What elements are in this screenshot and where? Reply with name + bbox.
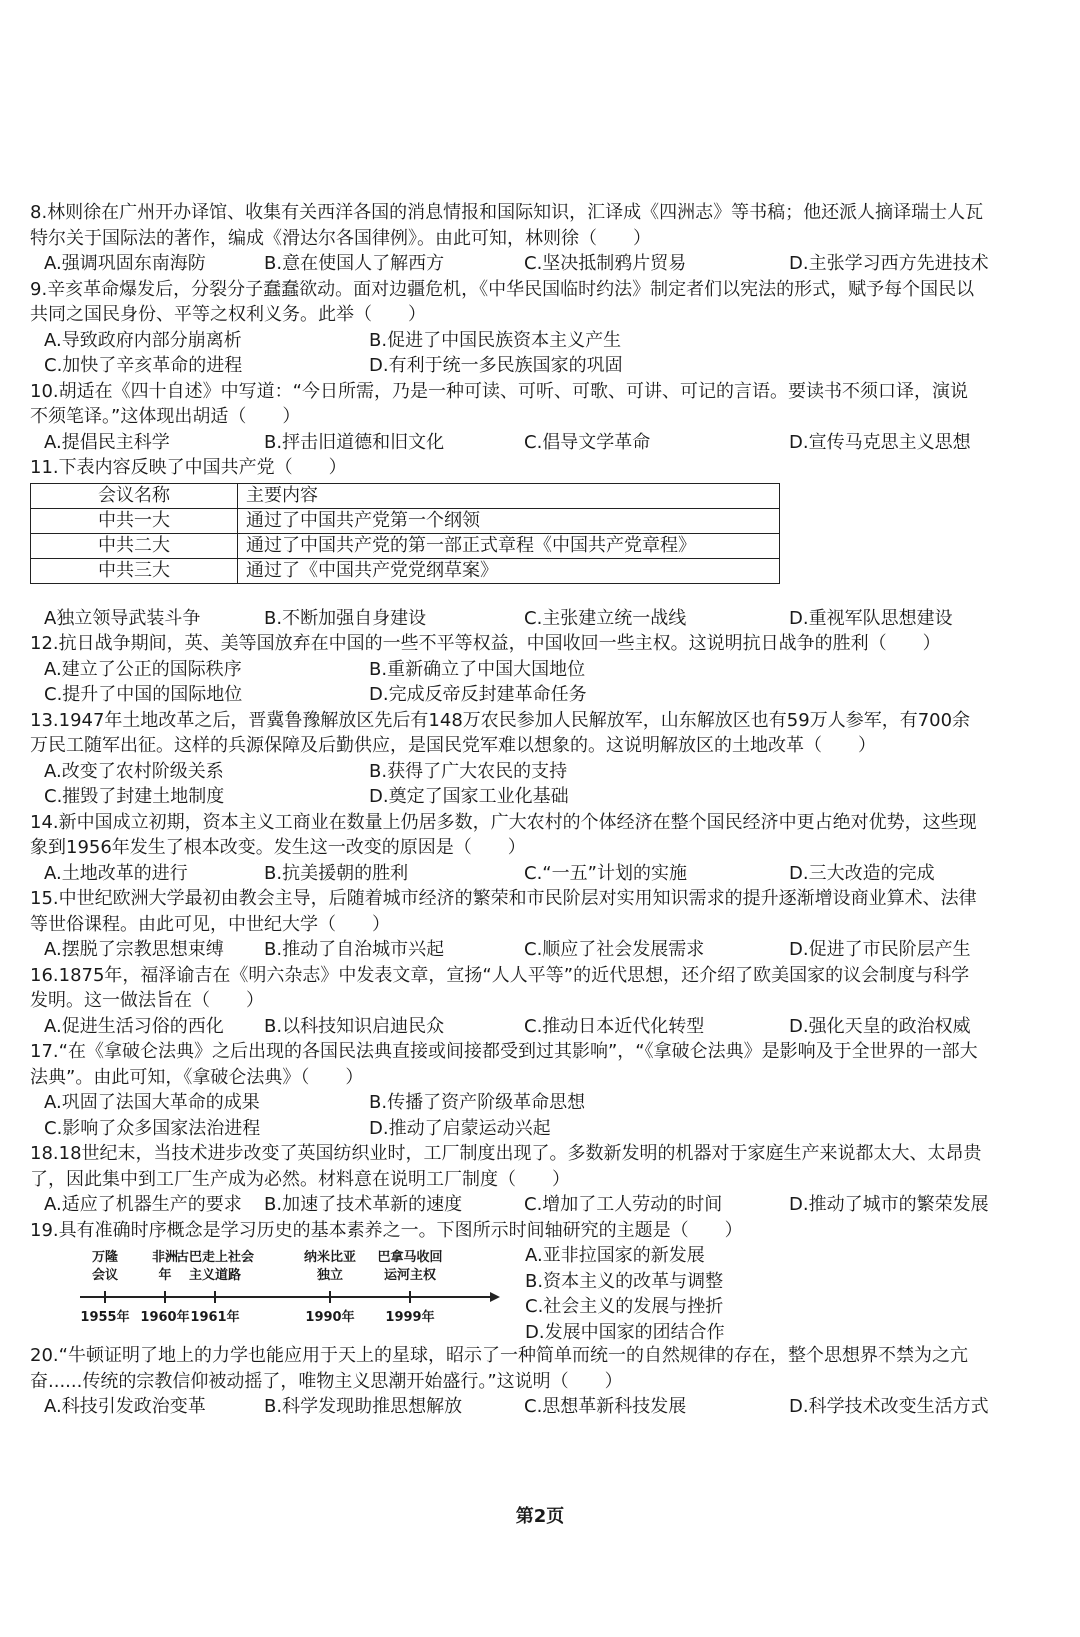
option-c: C.增加了工人劳动的时间 [524, 1194, 723, 1215]
option-a: A.强调巩固东南海防 [44, 253, 206, 274]
option-b: B.获得了广大农民的支持 [369, 760, 568, 782]
question-13-options [30, 759, 985, 810]
table-row [31, 533, 780, 558]
option-c: C.倡导文学革命 [524, 431, 651, 453]
spacer [30, 584, 985, 606]
table-cell: 通过了《中国共产党党纲草案》 [238, 558, 780, 583]
option-a: A.土地改革的进行 [44, 862, 188, 884]
option-c: C.提升了中国的国际地位 [44, 684, 243, 705]
timeline-event-label: 年 [158, 1268, 172, 1283]
question-17: 17.“在《拿破仑法典》之后出现的各国民法典直接或间接都受到过其影响”，“《拿破仑法典》是影响及于全世界的一部大法典”。由此可知，《拿破仑法典》（ ） [30, 1041, 978, 1088]
option-b: B.促进了中国民族资本主义产生 [369, 329, 622, 351]
option-d: D.三大改造的完成 [789, 862, 935, 884]
question-11: 11.下表内容反映了中国共产党（ ） [30, 457, 347, 478]
option-d: D.宣传马克思主义思想 [789, 431, 971, 453]
option-b: B.加速了技术革新的速度 [264, 1194, 463, 1215]
question-list [30, 200, 989, 1420]
option-c: C.推动日本近代化转型 [524, 1015, 705, 1037]
meeting-table [30, 483, 780, 584]
question-18-options [30, 1192, 989, 1218]
option-a: A.提倡民主科学 [44, 431, 170, 453]
question-8-options [30, 251, 989, 277]
option-b: B.重新确立了中国大国地位 [369, 658, 586, 680]
option-c: C.影响了众多国家法治进程 [44, 1117, 261, 1139]
table-header-row [31, 483, 780, 508]
timeline-year-label: 1999年 [385, 1310, 435, 1325]
option-b: B.抗美援朝的胜利 [264, 862, 409, 884]
timeline-year-label: 1960年 [140, 1310, 190, 1325]
timeline-event-label: 古巴走上社会 [175, 1250, 255, 1265]
option-a: A.亚非拉国家的新发展 [525, 1245, 705, 1266]
option-a: A.适应了机器生产的要求 [44, 1194, 242, 1215]
option-d: D.科学技术改变生活方式 [789, 1396, 989, 1417]
option-c: C.社会主义的发展与挫折 [525, 1296, 724, 1317]
question-17-options [30, 1090, 985, 1141]
timeline-year-label: 1955年 [80, 1310, 130, 1325]
question-15-options [30, 937, 985, 963]
question-11-options [30, 606, 985, 632]
option-c: C.摧毁了封建土地制度 [44, 786, 225, 807]
option-a: A.促进生活习俗的西化 [44, 1015, 224, 1037]
option-d: D.推动了启蒙运动兴起 [369, 1117, 551, 1139]
option-d: D.促进了市民阶层产生 [789, 939, 971, 960]
table-cell: 通过了中国共产党的第一部正式章程《中国共产党章程》 [238, 533, 780, 558]
question-19-options [525, 1243, 725, 1345]
table-cell: 通过了中国共产党第一个纲领 [238, 508, 780, 533]
option-a: A.改变了农村阶级关系 [44, 760, 224, 782]
question-19: 19.具有准确时序概念是学习历史的基本素养之一。下图所示时间轴研究的主题是（ ） [30, 1219, 743, 1241]
question-16: 16.1875年，福泽谕吉在《明六杂志》中发表文章，宣扬“人人平等”的近代思想，还介绍了欧美国家的议会制度与科学发明。这一做法旨在（ ） [30, 964, 970, 1011]
option-d: D.主张学习西方先进技术 [789, 253, 989, 274]
question-14-options [30, 861, 985, 887]
table-cell: 中共一大 [31, 508, 238, 533]
timeline-event-label: 巴拿马收回 [377, 1250, 443, 1265]
option-b: B.抨击旧道德和旧文化 [264, 431, 445, 453]
option-c: C.加快了辛亥革命的进程 [44, 355, 243, 376]
table-row [31, 508, 780, 533]
option-a: A.导致政府内部分崩离析 [44, 329, 242, 351]
timeline-figure [80, 1249, 500, 1339]
question-20: 20.“牛顿证明了地上的力学也能应用于天上的星球，昭示了一种简单而统一的自然规律的存在，整个思想界不禁为之亢奋......传统的宗教信仰被动摇了，唯物主义思潮开始盛行。”这说明（ ） [30, 1345, 968, 1392]
option-d: D.完成反帝反封建革命任务 [369, 684, 587, 705]
question-18: 18.18世纪末，当技术进步改变了英国纺织业时，工厂制度出现了。多数新发明的机器对于家庭生产来说都太大、太昂贵了，因此集中到工厂生产成为必然。材料意在说明工厂制度（ ） [30, 1143, 982, 1190]
option-b: B.资本主义的改革与调整 [525, 1270, 724, 1292]
timeline-event-label: 万隆 [91, 1250, 119, 1265]
timeline-year-label: 1990年 [305, 1310, 355, 1325]
table-cell: 中共三大 [31, 558, 238, 583]
timeline-event-label: 纳米比亚 [303, 1250, 357, 1265]
page-number: 第2页 [515, 1506, 565, 1527]
table-header: 会议名称 [31, 483, 238, 508]
option-c: C.思想革新科技发展 [524, 1396, 687, 1417]
table-header: 主要内容 [238, 483, 780, 508]
timeline-events [80, 1249, 442, 1325]
timeline-year-label: 1961年 [190, 1310, 240, 1325]
option-d: D.有利于统一多民族国家的巩固 [369, 355, 623, 376]
question-8: 8.林则徐在广州开办译馆、收集有关西洋各国的消息情报和国际知识，汇译成《四洲志》等书稿；他还派人摘译瑞士人瓦特尔关于国际法的著作，编成《滑达尔各国律例》。由此可知，林则徐（ ） [30, 202, 984, 249]
option-d: D.奠定了国家工业化基础 [369, 786, 569, 807]
timeline-event-label: 主义道路 [188, 1268, 242, 1283]
option-b: B.意在使国人了解西方 [264, 253, 445, 274]
question-10: 10.胡适在《四十自述》中写道：“今日所需，乃是一种可读、可听、可歌、可讲、可记的言语。要读书不须口译，演说不须笔译。”这体现出胡适（ ） [30, 380, 968, 427]
option-a: A.建立了公正的国际秩序 [44, 658, 242, 680]
option-c: C.顺应了社会发展需求 [524, 939, 705, 960]
option-b: B.不断加强自身建设 [264, 607, 427, 629]
question-12-options [30, 657, 985, 708]
option-d: D.重视军队思想建设 [789, 607, 953, 629]
question-12: 12.抗日战争期间，英、美等国放弃在中国的一些不平等权益，中国收回一些主权。这说明抗日战争的胜利（ ） [30, 633, 941, 654]
option-a: A.巩固了法国大革命的成果 [44, 1092, 260, 1113]
timeline-event-label: 非洲 [151, 1250, 179, 1265]
question-14: 14.新中国成立初期，资本主义工商业在数量上仍居多数，广大农村的个体经济在整个国民经济中更占绝对优势，这些现象到1956年发生了根本改变。发生这一改变的原因是（ ） [30, 811, 977, 858]
option-b: B.科学发现助推思想解放 [264, 1396, 463, 1417]
question-16-options [30, 1014, 985, 1040]
option-d: D.强化天皇的政治权威 [789, 1015, 971, 1037]
question-15: 15.中世纪欧洲大学最初由教会主导，后随着城市经济的繁荣和市民阶层对实用知识需求的提升逐渐增设商业算术、法律等世俗课程。由此可见，中世纪大学（ ） [30, 888, 977, 935]
table-row [31, 558, 780, 583]
table-cell: 中共二大 [31, 533, 238, 558]
option-b: B.传播了资产阶级革命思想 [369, 1092, 586, 1113]
question-9: 9.辛亥革命爆发后，分裂分子蠢蠢欲动。面对边疆危机，《中华民国临时约法》制定者们以宪法的形式，赋予每个国民以共同之国民身份、平等之权利义务。此举（ ） [30, 278, 975, 325]
question-20-options [30, 1394, 989, 1420]
option-d: D.推动了城市的繁荣发展 [789, 1194, 989, 1215]
option-a: A独立领导武装斗争 [44, 607, 201, 629]
question-19-body [30, 1243, 985, 1343]
option-b: B.以科技知识启迪民众 [264, 1015, 445, 1037]
option-c: C.坚决抵制鸦片贸易 [524, 253, 687, 274]
option-b: B.推动了自治城市兴起 [264, 939, 445, 960]
option-a: A.摆脱了宗教思想束缚 [44, 939, 224, 960]
option-d: D.发展中国家的团结合作 [525, 1321, 725, 1343]
option-c: C.主张建立统一战线 [524, 607, 687, 629]
timeline-event-label: 会议 [91, 1268, 119, 1283]
question-10-options [30, 430, 985, 456]
question-13: 13.1947年土地改革之后，晋冀鲁豫解放区先后有148万农民参加人民解放军，山东解放区也有59万人参军，有700余万民工随军出征。这样的兵源保障及后勤供应，是国民党军难以想象的。这说明解放区的土地改革（ ） [30, 709, 971, 756]
timeline-event-label: 独立 [316, 1268, 344, 1283]
timeline-event-label: 运河主权 [383, 1268, 437, 1283]
question-9-options [30, 328, 985, 379]
timeline-arrow [490, 1292, 500, 1302]
option-c: C.“一五”计划的实施 [524, 862, 687, 884]
option-a: A.科技引发政治变革 [44, 1396, 206, 1417]
